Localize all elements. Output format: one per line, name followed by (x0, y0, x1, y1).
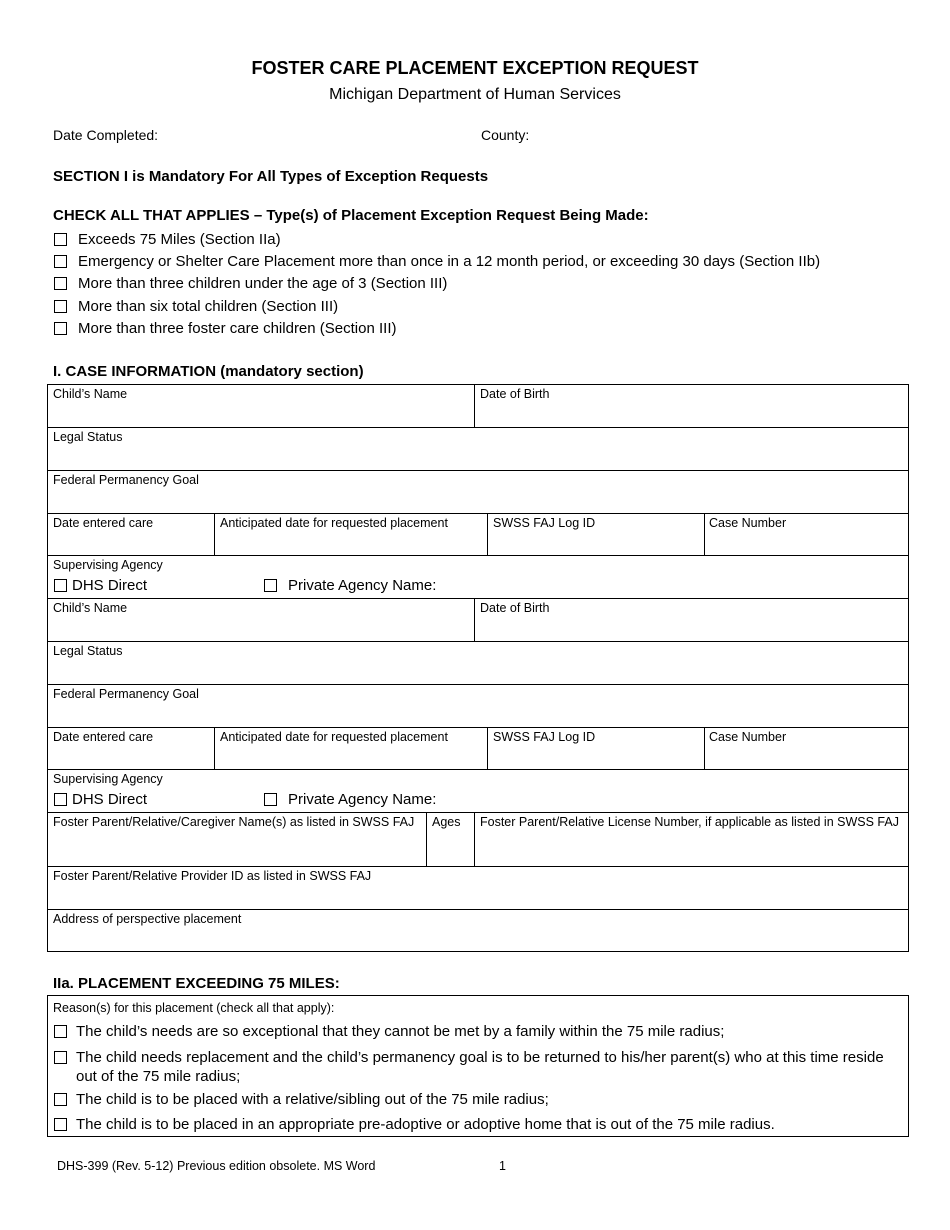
reason-option (54, 1048, 884, 1086)
checkbox[interactable] (54, 579, 67, 592)
reason-text: The child’s needs are so exceptional that they cannot be met by a family within the 75 mile radius; (76, 1023, 725, 1040)
license-number-label: Foster Parent/Relative License Number, if applicable as listed in SWSS FAJ (480, 815, 899, 829)
checkbox[interactable] (54, 1025, 67, 1038)
dhs-direct-label: DHS Direct (72, 791, 148, 808)
page-number: 1 (499, 1159, 506, 1173)
checkbox[interactable] (264, 793, 277, 806)
dhs-direct-option (54, 791, 147, 808)
date-entered-care-label: Date entered care (53, 730, 154, 744)
reasons-label: Reason(s) for this placement (check all that apply): (53, 1001, 335, 1015)
legal-status-label: Legal Status (53, 430, 123, 444)
request-types-heading: CHECK ALL THAT APPLIES – Type(s) of Placement Exception Request Being Made: (53, 207, 649, 224)
option-label: Emergency or Shelter Care Placement more than once in a 12 month period, or exceeding 30 days (Section IIb) (78, 253, 821, 270)
form-subtitle: Michigan Department of Human Services (329, 86, 621, 103)
dhs-direct-option (54, 577, 147, 594)
date-entered-care-label: Date entered care (53, 516, 154, 530)
checkbox[interactable] (54, 300, 67, 313)
date-of-birth-label: Date of Birth (480, 387, 550, 401)
reason-text: The child needs replacement and the child’s permanency goal is to be returned to his/her parent(s) who at this time reside out of the 75 mile radius; (76, 1049, 884, 1085)
childs-name-label: Child’s Name (53, 601, 128, 615)
checkbox[interactable] (54, 322, 67, 335)
dhs-direct-label: DHS Direct (72, 577, 148, 594)
request-type-option (54, 275, 447, 292)
checkbox[interactable] (54, 233, 67, 246)
caregiver-names-label: Foster Parent/Relative/Caregiver Name(s) as listed in SWSS FAJ (53, 815, 415, 829)
case-number-label: Case Number (709, 516, 787, 530)
checkbox[interactable] (54, 793, 67, 806)
checkbox[interactable] (54, 255, 67, 268)
request-type-option (54, 298, 338, 315)
checkbox[interactable] (54, 277, 67, 290)
option-label: Exceeds 75 Miles (Section IIa) (78, 231, 281, 248)
request-type-option (54, 320, 396, 337)
request-type-option (54, 231, 281, 248)
address-label: Address of perspective placement (53, 912, 242, 926)
option-label: More than three children under the age of 3 (Section III) (78, 275, 448, 292)
reason-text: The child is to be placed with a relative/sibling out of the 75 mile radius; (76, 1091, 549, 1108)
supervising-agency-label: Supervising Agency (53, 772, 163, 786)
date-completed-label: Date Completed: (53, 127, 159, 143)
anticipated-date-label: Anticipated date for requested placement (220, 516, 448, 530)
date-of-birth-label: Date of Birth (480, 601, 550, 615)
reason-text: The child is to be placed in an appropriate pre-adoptive or adoptive home that is out of the 75 mile radius. (76, 1116, 775, 1133)
county-label: County: (481, 127, 530, 143)
form-id: DHS-399 (Rev. 5-12) Previous edition obsolete. MS Word (57, 1159, 376, 1173)
log-id-label: SWSS FAJ Log ID (493, 516, 596, 530)
permanency-goal-label: Federal Permanency Goal (53, 473, 199, 487)
reason-option (54, 1022, 894, 1041)
anticipated-date-label: Anticipated date for requested placement (220, 730, 448, 744)
checkbox[interactable] (54, 1051, 67, 1064)
option-label: More than three foster care children (Section III) (78, 320, 397, 337)
legal-status-label: Legal Status (53, 644, 123, 658)
private-agency-option (264, 791, 436, 808)
checkbox[interactable] (54, 1118, 67, 1131)
private-agency-label: Private Agency Name: (288, 577, 437, 594)
form-title: FOSTER CARE PLACEMENT EXCEPTION REQUEST (251, 58, 699, 78)
case-info-heading: I. CASE INFORMATION (mandatory section) (53, 363, 364, 380)
permanency-goal-label: Federal Permanency Goal (53, 687, 199, 701)
private-agency-option (264, 577, 436, 594)
checkbox[interactable] (264, 579, 277, 592)
private-agency-label: Private Agency Name: (288, 791, 437, 808)
request-type-option (54, 253, 820, 270)
reason-option (54, 1115, 894, 1134)
log-id-label: SWSS FAJ Log ID (493, 730, 596, 744)
case-number-label: Case Number (709, 730, 787, 744)
supervising-agency-label: Supervising Agency (53, 558, 163, 572)
ages-label: Ages (432, 815, 461, 829)
option-label: More than six total children (Section III) (78, 298, 339, 315)
childs-name-label: Child’s Name (53, 387, 128, 401)
provider-id-label: Foster Parent/Relative Provider ID as listed in SWSS FAJ (53, 869, 372, 883)
reason-option (54, 1090, 894, 1109)
section-2a-heading: IIa. PLACEMENT EXCEEDING 75 MILES: (53, 975, 340, 992)
checkbox[interactable] (54, 1093, 67, 1106)
section-notice: SECTION I is Mandatory For All Types of Exception Requests (53, 168, 489, 185)
